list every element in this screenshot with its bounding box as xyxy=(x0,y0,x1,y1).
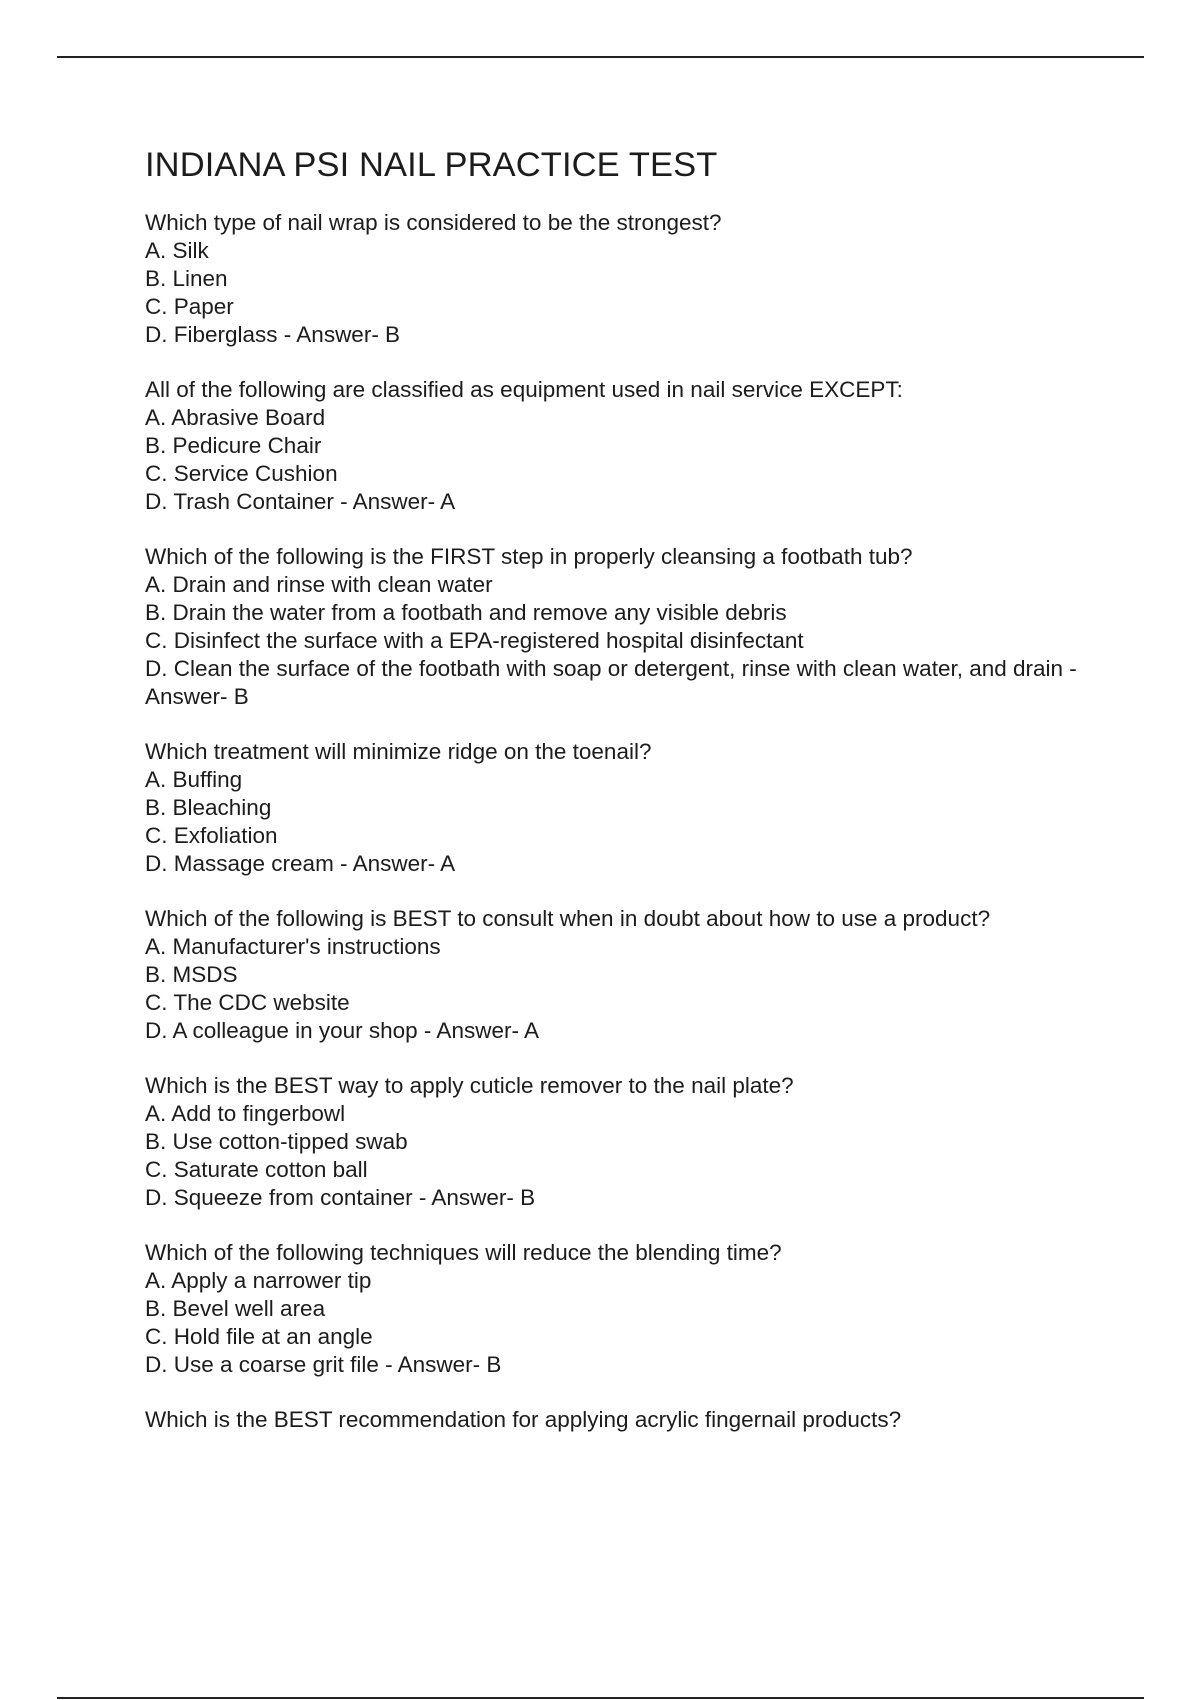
question-text: Which type of nail wrap is considered to be the strongest? xyxy=(145,210,722,235)
bottom-divider xyxy=(57,1697,1144,1699)
answer-option: A. Abrasive Board xyxy=(145,405,326,430)
question-block xyxy=(145,1239,1090,1379)
answer-option: D. Fiberglass - Answer- B xyxy=(145,322,401,347)
answer-option: C. Exfoliation xyxy=(145,823,278,848)
answer-option: B. Drain the water from a footbath and remove any visible debris xyxy=(145,600,787,625)
answer-option: D. Squeeze from container - Answer- B xyxy=(145,1185,536,1210)
question-block xyxy=(145,543,1090,711)
question-text: Which is the BEST recommendation for applying acrylic fingernail products? xyxy=(145,1407,902,1432)
answer-option: A. Apply a narrower tip xyxy=(145,1268,372,1293)
answer-option: A. Buffing xyxy=(145,767,243,792)
answer-option: C. Disinfect the surface with a EPA-registered hospital disinfectant xyxy=(145,628,804,653)
question-block xyxy=(145,1072,1090,1212)
question-text: Which treatment will minimize ridge on the toenail? xyxy=(145,739,652,764)
answer-option: A. Manufacturer's instructions xyxy=(145,934,441,959)
answer-option: B. Linen xyxy=(145,266,228,291)
answer-option: C. The CDC website xyxy=(145,990,350,1015)
question-text: Which of the following techniques will reduce the blending time? xyxy=(145,1240,782,1265)
answer-option: B. Bleaching xyxy=(145,795,272,820)
answer-option: A. Add to fingerbowl xyxy=(145,1101,346,1126)
question-block xyxy=(145,905,1090,1045)
question-block xyxy=(145,1406,1090,1434)
answer-option: B. MSDS xyxy=(145,962,238,987)
top-divider xyxy=(57,56,1144,58)
document-body xyxy=(145,142,1090,1461)
question-text: Which of the following is the FIRST step in properly cleansing a footbath tub? xyxy=(145,544,913,569)
question-block xyxy=(145,376,1090,516)
answer-option: C. Hold file at an angle xyxy=(145,1324,373,1349)
answer-option: D. Trash Container - Answer- A xyxy=(145,489,456,514)
answer-option: C. Paper xyxy=(145,294,234,319)
question-text: Which of the following is BEST to consult when in doubt about how to use a product? xyxy=(145,906,991,931)
answer-option: C. Service Cushion xyxy=(145,461,338,486)
question-block xyxy=(145,738,1090,878)
question-block xyxy=(145,209,1090,349)
answer-option: D. Clean the surface of the footbath with soap or detergent, rinse with clean water, and drain - Answer- B xyxy=(145,656,1077,709)
answer-option: D. Use a coarse grit file - Answer- B xyxy=(145,1352,502,1377)
answer-option: D. Massage cream - Answer- A xyxy=(145,851,456,876)
answer-option: B. Pedicure Chair xyxy=(145,433,322,458)
answer-option: A. Silk xyxy=(145,238,209,263)
answer-option: B. Use cotton-tipped swab xyxy=(145,1129,408,1154)
page-title: INDIANA PSI NAIL PRACTICE TEST xyxy=(145,146,718,184)
answer-option: A. Drain and rinse with clean water xyxy=(145,572,493,597)
question-text: Which is the BEST way to apply cuticle remover to the nail plate? xyxy=(145,1073,794,1098)
question-text: All of the following are classified as equipment used in nail service EXCEPT: xyxy=(145,377,903,402)
answer-option: B. Bevel well area xyxy=(145,1296,326,1321)
answer-option: D. A colleague in your shop - Answer- A xyxy=(145,1018,539,1043)
answer-option: C. Saturate cotton ball xyxy=(145,1157,368,1182)
